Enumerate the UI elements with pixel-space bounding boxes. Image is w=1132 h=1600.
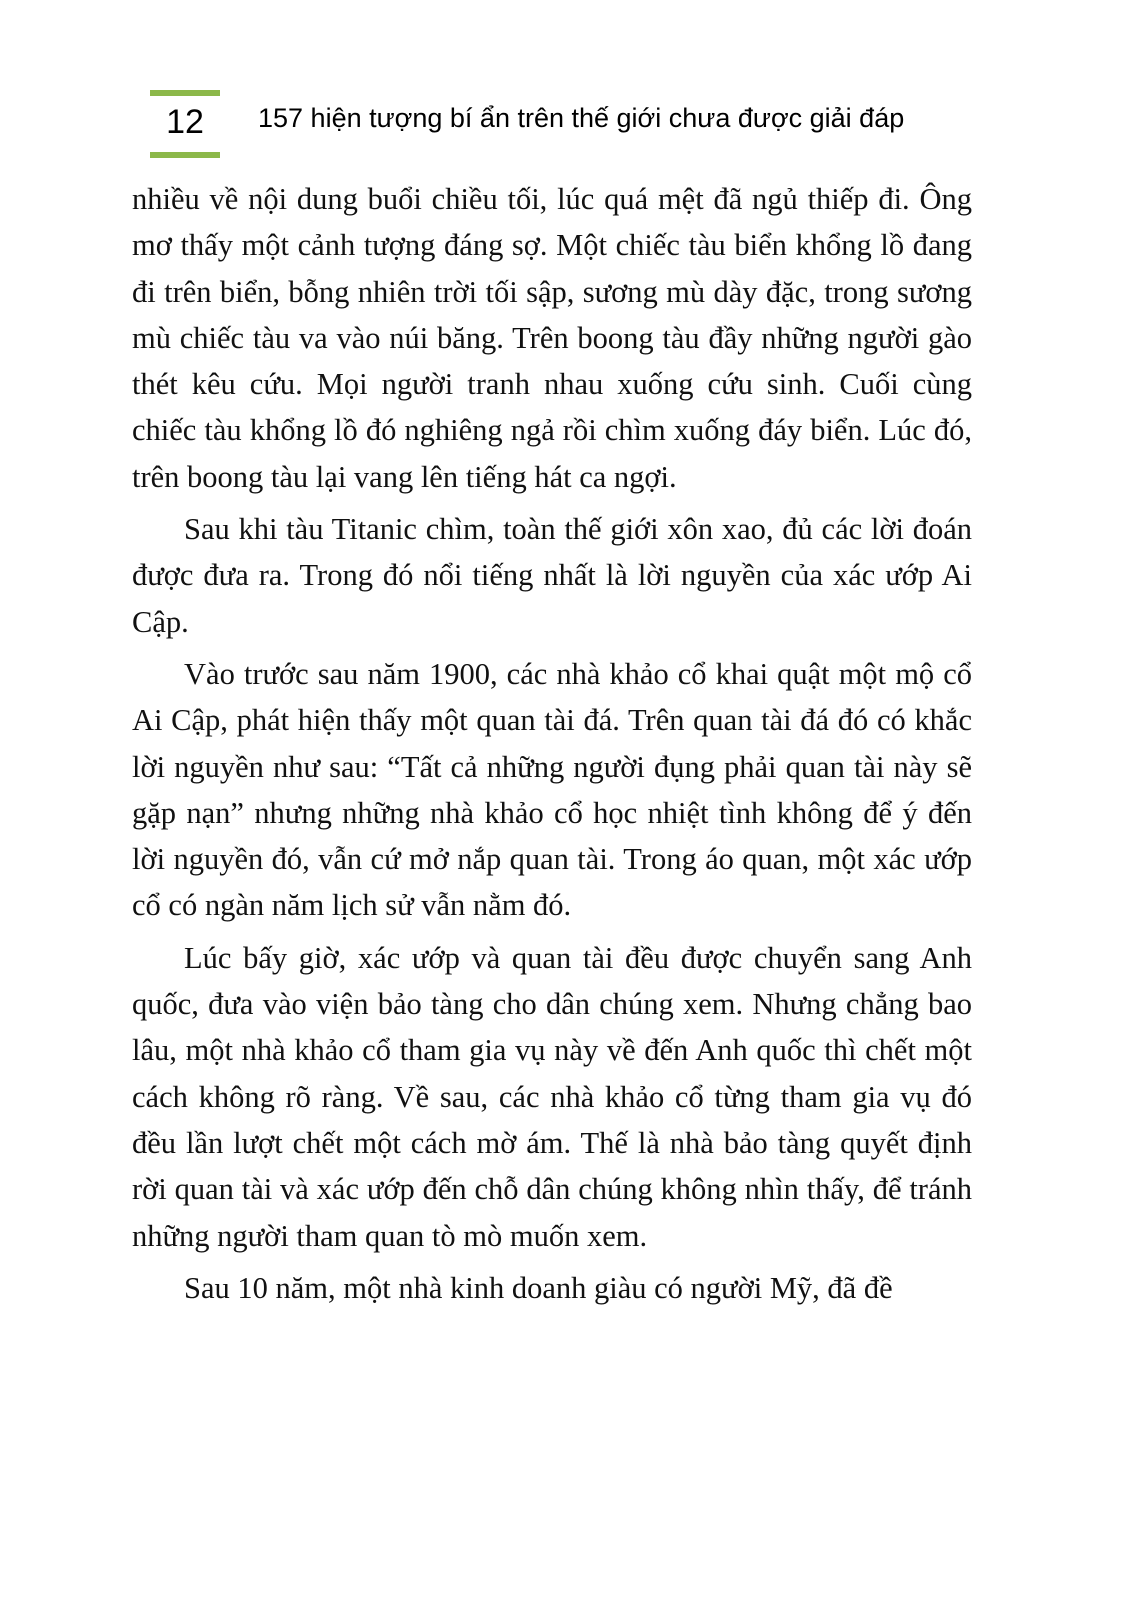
paragraph-continued: nhiều về nội dung buổi chiều tối, lúc quá mệt đã ngủ thiếp đi. Ông mơ thấy một cảnh tượng đáng sợ. Một chiếc tàu biển khổng lồ đang đi trên biển, bỗng nhiên trời tối sập, sương mù dày đặc, trong sương mù chiếc tàu va vào núi băng. Trên boong tàu đầy những người gào thét kêu cứu. Mọi người tranh nhau xuống cứu sinh. Cuối cùng chiếc tàu khổng lồ đó nghiêng ngả rồi chìm xuống đáy biển. Lúc đó, trên boong tàu lại vang lên tiếng hát ca ngợi.	[132, 182, 972, 494]
page-header	[150, 90, 1050, 162]
paragraph: Vào trước sau năm 1900, các nhà khảo cổ khai quật một mộ cổ Ai Cập, phát hiện thấy một quan tài đá. Trên quan tài đá đó có khắc lời nguyền như sau: “Tất cả những người đụng phải quan tài này sẽ gặp nạn” nhưng những nhà khảo cổ học nhiệt tình không để ý đến lời nguyền đó, vẫn cứ mở nắp quan tài. Trong áo quan, một xác ướp cổ có ngàn năm lịch sử vẫn nằm đó.	[132, 656, 972, 923]
page-number: 12	[166, 103, 204, 141]
body-text	[132, 176, 972, 1311]
running-title: 157 hiện tượng bí ẩn trên thế giới chưa được giải đáp	[258, 103, 905, 133]
accent-bar-top	[150, 90, 220, 96]
accent-bar-bottom	[150, 152, 220, 158]
paragraph: Lúc bấy giờ, xác ướp và quan tài đều được chuyển sang Anh quốc, đưa vào viện bảo tàng cho dân chúng xem. Nhưng chẳng bao lâu, một nhà khảo cổ tham gia vụ này về đến Anh quốc thì chết một cách không rõ ràng. Về sau, các nhà khảo cổ từng tham gia vụ đó đều lần lượt chết một cách mờ ám. Thế là nhà bảo tàng quyết định rời quan tài và xác ướp đến chỗ dân chúng không nhìn thấy, để tránh những người tham quan tò mò muốn xem.	[132, 940, 972, 1253]
paragraph: Sau 10 năm, một nhà kinh doanh giàu có người Mỹ, đã đề	[184, 1270, 893, 1305]
paragraph: Sau khi tàu Titanic chìm, toàn thế giới xôn xao, đủ các lời đoán được đưa ra. Trong đó nổi tiếng nhất là lời nguyền của xác ướp Ai Cập.	[132, 512, 972, 639]
page-number-box	[150, 90, 220, 162]
